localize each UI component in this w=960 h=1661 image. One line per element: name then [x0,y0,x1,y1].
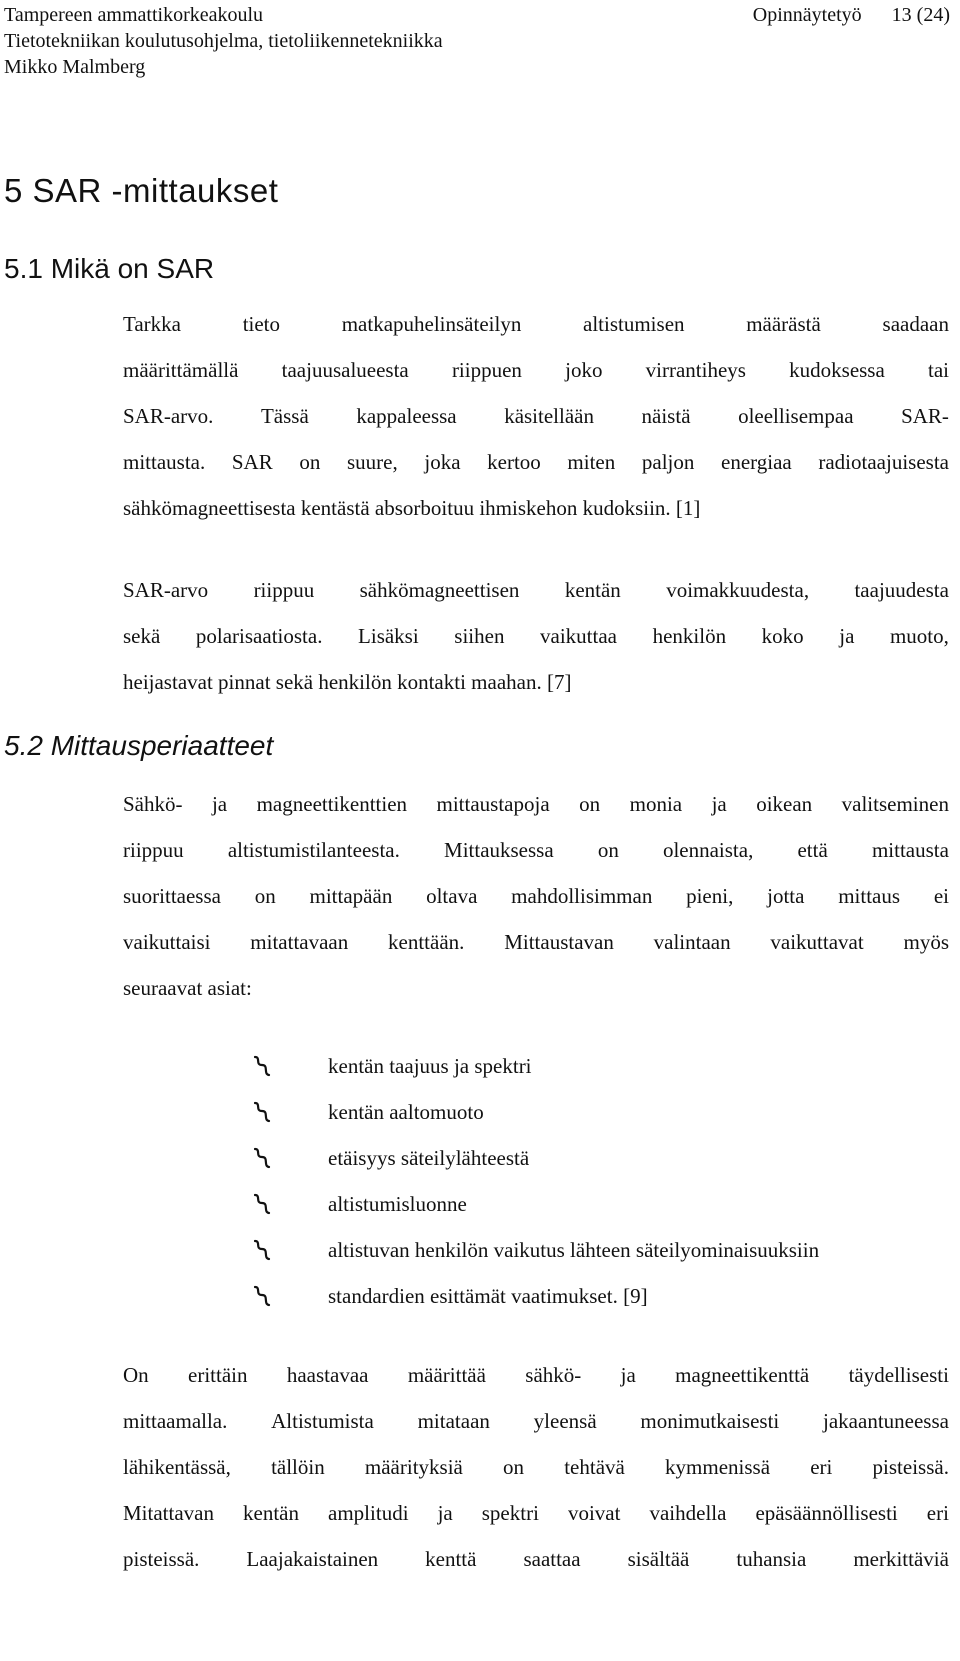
word: vaikuttaa [540,624,617,648]
word: On [123,1363,149,1387]
text-line [123,873,949,919]
word: Lisäksi [358,624,419,648]
list-item-text: kentän aaltomuoto [328,1099,484,1124]
list-item-text: altistumisluonne [328,1191,467,1216]
word: Laajakaistainen [246,1547,379,1571]
word: kenttä [425,1547,477,1571]
text-line [123,393,949,439]
wavy-dash-bullet-icon [252,1238,272,1262]
word: monia [629,792,683,816]
word: Altistumista [271,1409,374,1433]
school-name: Tampereen ammattikorkeakoulu [4,4,264,26]
word: ja [839,624,855,648]
section-title-5-2: 5.2 Mittausperiaatteet [4,730,274,761]
word: tieto [242,312,281,336]
header-row-3 [4,54,950,80]
word: ei [933,884,949,908]
word: tehtävä [564,1455,625,1479]
section-title-5-1: 5.1 Mikä on SAR [4,253,215,284]
degree-program: Tietotekniikan koulutusohjelma, tietoliikennetekniikka [4,30,443,52]
author-name: Mikko Malmberg [4,56,146,78]
word: Tässä [260,404,309,428]
word: sisältää [627,1547,690,1571]
text-line [123,1352,949,1398]
word: oltava [426,884,478,908]
list-item [252,1089,952,1135]
word: merkittäviä [853,1547,949,1571]
word: suure, [346,450,398,474]
list-item [252,1273,952,1319]
word: ja [620,1363,636,1387]
word: valitseminen [841,792,949,816]
word: eri [810,1455,833,1479]
word: vaikuttaisi [123,930,211,954]
word: SAR- [901,404,949,428]
word: oleellisempaa [738,404,854,428]
list-item [252,1135,952,1181]
word: saadaan [882,312,949,336]
word: magneettikenttien [256,792,408,816]
word: olennaista, [662,838,754,862]
word: pisteissä. [872,1455,949,1479]
list-item-text: etäisyys säteilylähteestä [328,1145,530,1170]
word: koko [761,624,804,648]
list-item [252,1227,952,1273]
word: erittäin [188,1363,248,1387]
word: riippuu [253,578,315,602]
word: määrityksiä [364,1455,463,1479]
word: määrittää [407,1363,486,1387]
requirements-list [252,1043,952,1319]
word: määrästä [746,312,821,336]
word: suorittaessa [123,884,221,908]
word: haastavaa [286,1363,369,1387]
word: mittaustapoja [436,792,550,816]
word: henkilön [652,624,727,648]
word: taajuusalueesta [281,358,409,382]
word: oikean [756,792,813,816]
section-5-2-paragraph-2 [123,1352,949,1582]
word: vaihdella [649,1501,727,1525]
word: mitattavaan [250,930,349,954]
word: sekä [123,624,161,648]
word: matkapuhelinsäteilyn [341,312,522,336]
word: tai [928,358,949,382]
text-line [123,613,949,659]
list-item-text: standardien esittämät vaatimukset. [9] [328,1283,648,1308]
word: voimakkuudesta, [666,578,810,602]
word: Mitattavan [123,1501,214,1525]
word: määrittämällä [123,358,239,382]
word: ja [437,1501,453,1525]
word: epäsäännöllisesti [755,1501,898,1525]
word: Tarkka [123,312,181,336]
word: vaikuttavat [770,930,864,954]
word: täydellisesti [848,1363,949,1387]
word: valintaan [653,930,731,954]
word: altistumistilanteesta. [227,838,400,862]
word: magneettikenttä [675,1363,810,1387]
wavy-dash-bullet-icon [252,1192,272,1216]
word: sähkö- [525,1363,582,1387]
word: joka [424,450,461,474]
word: sähkömagneettisen [359,578,520,602]
word: riippuen [451,358,522,382]
word: mittausta [871,838,949,862]
word: kudoksessa [789,358,885,382]
word: Mittaustavan [504,930,614,954]
word: ja [711,792,727,816]
word: SAR [231,450,273,474]
word: riippuu [123,838,184,862]
text-line [123,301,949,347]
list-item-text: kentän taajuus ja spektri [328,1053,532,1078]
word: Sähkö- [123,792,183,816]
header-row-1 [4,2,950,28]
word: SAR-arvo. [123,404,214,428]
word: kenttään. [388,930,465,954]
document-type: Opinnäytetyö [752,4,862,26]
section-5-1-paragraph-1 [123,301,949,531]
header-row-2 [4,28,950,54]
text-line [123,567,949,613]
section-5-2-paragraph-1 [123,781,949,1011]
text-line [123,1490,949,1536]
word: pieni, [686,884,734,908]
word: että [797,838,828,862]
word: on [254,884,276,908]
word: Mittauksessa [444,838,554,862]
word: kentän [243,1501,299,1525]
word: mittausta. [123,450,206,474]
text-line: sähkömagneettisesta kentästä absorboituu ihmiskehon kudoksiin. [1] [123,496,701,520]
word: mitataan [417,1409,490,1433]
text-line [123,919,949,965]
word: spektri [481,1501,539,1525]
word: polarisaatiosta. [195,624,323,648]
list-item-text: altistuvan henkilön vaikutus lähteen säteilyominaisuuksiin [328,1237,820,1262]
page-number: 13 (24) [891,4,950,26]
word: siihen [454,624,505,648]
word: on [579,792,601,816]
word: paljon [641,450,695,474]
word: lähikentässä, [123,1455,231,1479]
word: kappaleessa [356,404,457,428]
header-right [753,2,950,28]
word: mittaamalla. [123,1409,228,1433]
wavy-dash-bullet-icon [252,1146,272,1170]
word: radiotaajuisesta [818,450,949,474]
word: altistumisen [583,312,685,336]
word: myös [903,930,949,954]
text-line [123,1398,949,1444]
text-line [123,347,949,393]
word: ja [211,792,228,816]
word: pisteissä. [123,1547,200,1571]
word: monimutkaisesti [640,1409,780,1433]
chapter-title: 5 SAR -mittaukset [4,172,279,209]
wavy-dash-bullet-icon [252,1100,272,1124]
word: kymmenissä [665,1455,771,1479]
text-line [123,1536,949,1582]
text-line [123,1444,949,1490]
word: mittaus [838,884,901,908]
section-5-1-paragraph-2 [123,567,949,705]
word: saattaa [523,1547,581,1571]
text-line [123,439,949,485]
word: näistä [641,404,691,428]
word: jotta [767,884,805,908]
word: tuhansia [736,1547,807,1571]
word: yleensä [533,1409,597,1433]
text-line [123,827,949,873]
wavy-dash-bullet-icon [252,1284,272,1308]
word: muoto, [889,624,949,648]
word: tällöin [271,1455,325,1479]
word: taajuudesta [854,578,949,602]
word: voivat [567,1501,621,1525]
list-item [252,1043,952,1089]
word: energiaa [721,450,792,474]
word: jakaantuneessa [823,1409,949,1433]
wavy-dash-bullet-icon [252,1054,272,1078]
word: on [299,450,321,474]
text-line [123,781,949,827]
list-item [252,1181,952,1227]
word: eri [926,1501,949,1525]
word: joko [565,358,603,382]
word: on [597,838,619,862]
word: käsitellään [504,404,594,428]
text-line: seuraavat asiat: [123,976,252,1000]
text-line: heijastavat pinnat sekä henkilön kontakti maahan. [7] [123,670,572,694]
word: on [503,1455,525,1479]
word: SAR-arvo [123,578,209,602]
word: mittapään [309,884,393,908]
word: miten [567,450,616,474]
word: kertoo [487,450,541,474]
word: kentän [564,578,621,602]
word: mahdollisimman [511,884,653,908]
word: virrantiheys [645,358,746,382]
word: amplitudi [328,1501,409,1525]
page-header [4,2,950,80]
